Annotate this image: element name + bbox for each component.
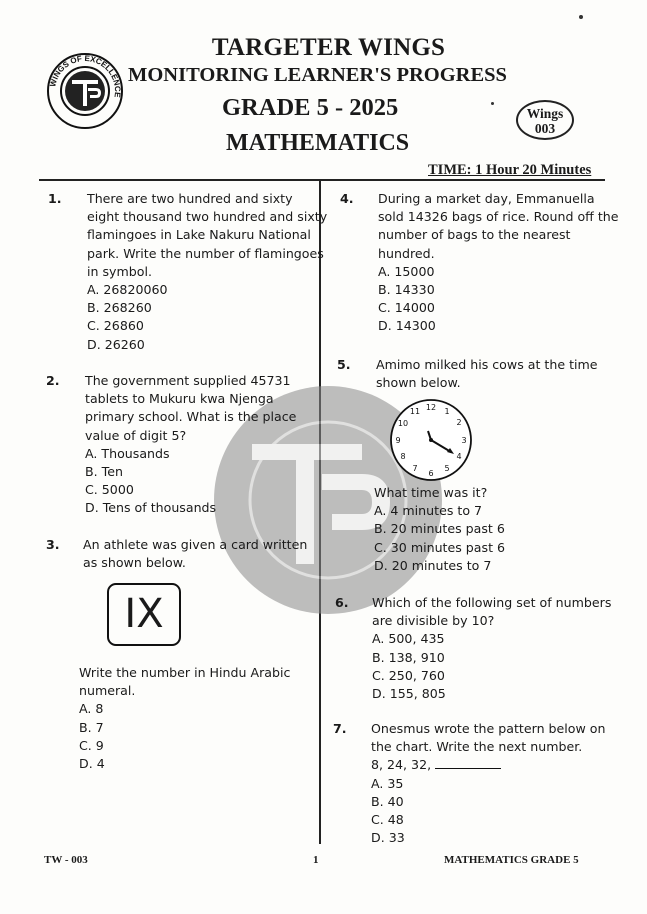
question-number: 7. (333, 721, 347, 736)
answer-option: C. 250, 760 (372, 667, 445, 683)
answer-option: A. 26820060 (87, 282, 168, 298)
question-text: value of digit 5? (85, 427, 187, 443)
answer-option: C. 30 minutes past 6 (374, 539, 506, 555)
answer-option: D. 4 (79, 756, 105, 772)
school-name: TARGETER WINGS (211, 34, 446, 61)
answer-option: A. 35 (371, 775, 404, 791)
time-allowed: TIME: 1 Hour 20 Minutes (428, 162, 592, 178)
question-text: Which of the following set of numbers (372, 595, 612, 610)
svg-text:5: 5 (444, 464, 450, 473)
grade-title: GRADE 5 - 2025 (222, 94, 399, 121)
svg-text:8: 8 (400, 452, 406, 461)
question-text: tablets to Mukuru kwa Njenga (85, 391, 274, 407)
question-text: are divisible by 10? (372, 613, 495, 629)
question-text: Onesmus wrote the pattern below on (371, 721, 606, 736)
question-number: 4. (340, 191, 354, 206)
answer-option: D. Tens of thousands (85, 500, 217, 516)
question-text: sold 14326 bags of rice. Round off the (378, 209, 619, 225)
answer-option: D. 20 minutes to 7 (374, 557, 492, 573)
question-text: During a market day, Emmanuella (378, 191, 595, 206)
clock-face (388, 397, 474, 483)
question-text: Write the number in Hindu Arabic (79, 665, 291, 680)
answer-option: B. 40 (371, 793, 404, 809)
answer-option: A. 15000 (378, 263, 435, 279)
svg-text:6: 6 (428, 469, 434, 478)
svg-text:11: 11 (409, 407, 421, 416)
question-text: park. Write the number of flamingoes (87, 245, 324, 261)
answer-option: A. 8 (79, 701, 104, 717)
roman-numeral-card: IX (107, 583, 181, 646)
answer-blank (435, 757, 501, 769)
question-number: 3. (46, 537, 60, 552)
footer-subject: MATHEMATICS GRADE 5 (444, 854, 579, 866)
answer-option: D. 14300 (378, 318, 436, 334)
footer-code: TW - 003 (44, 854, 88, 866)
answer-option: C. 48 (371, 812, 404, 828)
answer-option: C. 14000 (378, 300, 435, 316)
question-text: as shown below. (83, 555, 186, 571)
answer-option: D. 26260 (87, 336, 145, 352)
answer-option: D. 155, 805 (372, 686, 446, 702)
question-number: 1. (48, 191, 62, 206)
svg-text:9: 9 (395, 436, 401, 445)
question-text: shown below. (376, 375, 461, 391)
scan-speck (579, 15, 583, 19)
answer-option: A. 4 minutes to 7 (374, 503, 483, 519)
svg-text:12: 12 (425, 403, 437, 412)
question-text: An athlete was given a card written (83, 537, 308, 552)
answer-option: A. 500, 435 (372, 631, 445, 647)
question-text: in symbol. (87, 263, 152, 279)
exam-subtitle: MONITORING LEARNER'S PROGRESS (128, 64, 507, 86)
answer-option: C. 26860 (87, 318, 144, 334)
question-number: 6. (335, 595, 349, 610)
question-text: hundred. (378, 245, 435, 261)
school-logo (46, 52, 124, 130)
question-text: What time was it? (374, 485, 488, 500)
question-text: primary school. What is the place (85, 409, 297, 425)
answer-option: B. Ten (85, 464, 123, 480)
badge-line-1: Wings (526, 106, 564, 121)
svg-text:3: 3 (461, 436, 467, 445)
answer-option: B. 14330 (378, 282, 435, 298)
question-text: flamingoes in Lake Nakuru National (87, 227, 311, 243)
question-text: The government supplied 45731 (85, 373, 291, 388)
question-number: 5. (337, 357, 351, 372)
answer-option: C. 9 (79, 737, 104, 753)
pattern-values: 8, 24, 32, (371, 757, 432, 773)
answer-option: B. 7 (79, 719, 104, 735)
answer-option: C. 5000 (85, 482, 134, 498)
wings-badge (516, 100, 574, 140)
svg-text:10: 10 (397, 419, 409, 428)
answer-option: D. 33 (371, 830, 405, 846)
answer-option: B. 138, 910 (372, 649, 445, 665)
svg-text:1: 1 (444, 407, 450, 416)
svg-text:2: 2 (456, 418, 462, 427)
number-pattern (371, 756, 606, 774)
question-text: number of bags to the nearest (378, 227, 571, 243)
badge-line-2: 003 (534, 121, 556, 136)
question-text: numeral. (79, 683, 136, 699)
question-text: There are two hundred and sixty (87, 191, 293, 206)
question-text: Amimo milked his cows at the time (376, 357, 598, 372)
header-divider (39, 179, 605, 181)
scan-speck (491, 102, 494, 105)
question-text: eight thousand two hundred and sixty (87, 209, 328, 225)
question-number: 2. (46, 373, 60, 388)
svg-text:4: 4 (456, 452, 462, 461)
answer-option: B. 268260 (87, 300, 152, 316)
answer-option: A. Thousands (85, 445, 170, 461)
subject-title: MATHEMATICS (226, 130, 410, 156)
page-number: 1 (313, 854, 319, 866)
svg-text:WINGS OF EXCELLENCE: WINGS OF EXCELLENCE (48, 53, 123, 99)
answer-option: B. 20 minutes past 6 (374, 521, 505, 537)
question-text: the chart. Write the next number. (371, 739, 583, 755)
svg-text:7: 7 (412, 464, 418, 473)
